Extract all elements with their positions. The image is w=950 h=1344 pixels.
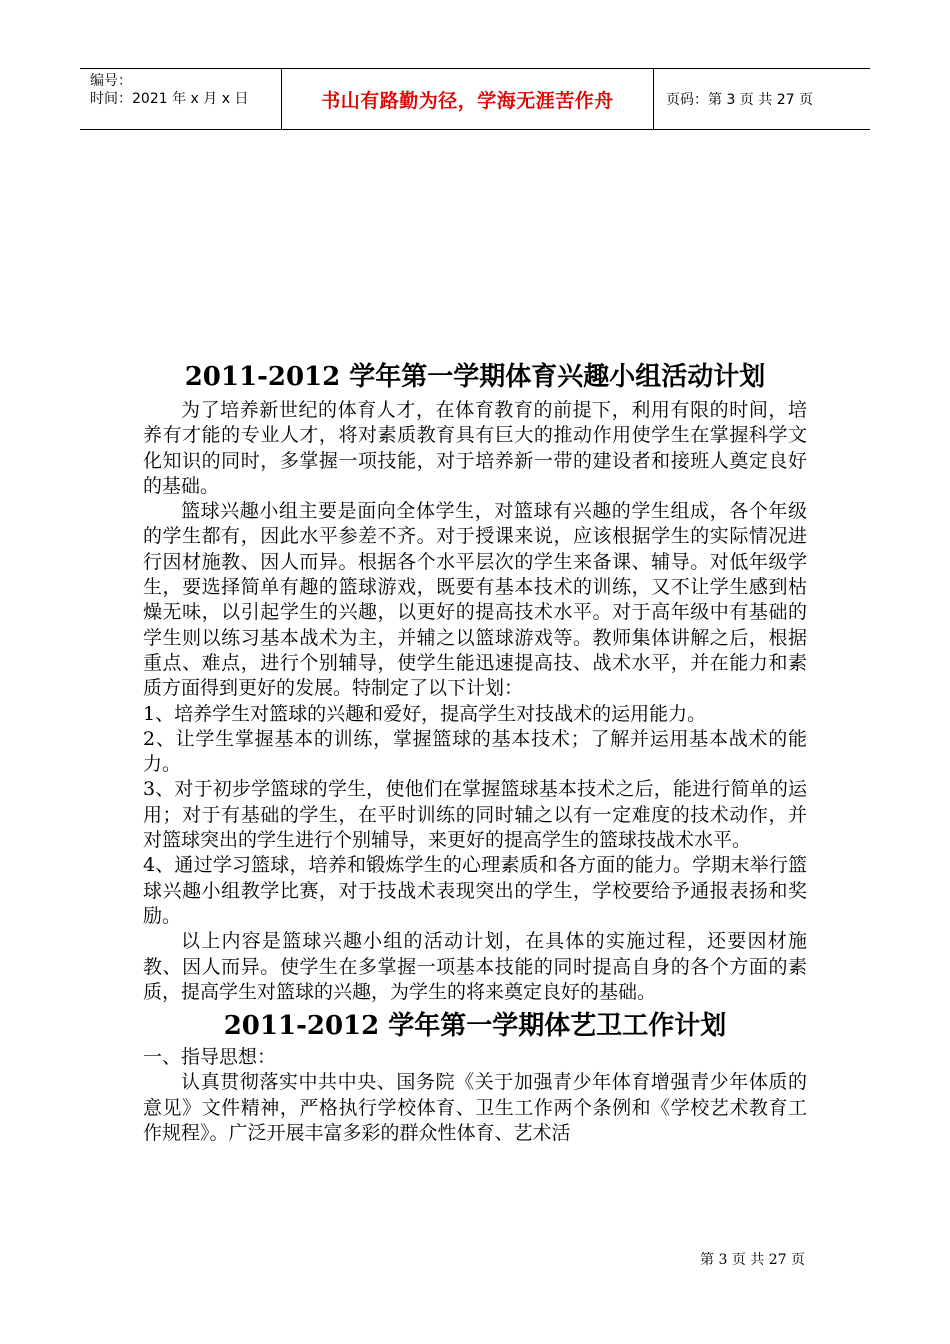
document-body <box>143 360 807 1146</box>
page-footer: 第 3 页 共 27 页 <box>700 1252 805 1268</box>
plan-item-2: 2、让学生掌握基本的训练，掌握篮球的基本技术；了解并运用基本战术的能力。 <box>143 727 807 776</box>
paragraph-intro: 为了培养新世纪的体育人才，在体育教育的前提下，利用有限的时间，培养有才能的专业人才，将对素质教育具有巨大的推动作用使学生在掌握科学文化知识的同时，多掌握一项技能，对于培养新一带的建设者和接班人奠定良好的基础。 <box>143 399 807 497</box>
doc-title-1: 2011-2012 学年第一学期体育兴趣小组活动计划 <box>184 362 766 392</box>
paragraph-guiding: 认真贯彻落实中共中央、国务院《关于加强青少年体育增强青少年体质的意见》文件精神，严格执行学校体育、卫生工作两个条例和《学校艺术教育工作规程》。广泛开展丰富多彩的群众性体育、艺术活 <box>143 1071 807 1145</box>
plan-item-3: 3、对于初步学篮球的学生，使他们在掌握篮球基本技术之后，能进行简单的运用；对于有基础的学生，在平时训练的同时辅之以有一定难度的技术动作，并对篮球突出的学生进行个别辅导，来更好的提高学生的篮球技战术水平。 <box>143 778 807 852</box>
doc-number-label: 编号： <box>90 73 132 89</box>
page-header <box>80 68 870 130</box>
plan-item-1: 1、培养学生对篮球的兴趣和爱好，提高学生对技战术的运用能力。 <box>143 702 707 725</box>
doc-title-2: 2011-2012 学年第一学期体艺卫工作计划 <box>223 1011 727 1042</box>
paragraph-summary: 以上内容是篮球兴趣小组的活动计划，在具体的实施过程，还要因材施教、因人而异。使学生在多掌握一项基本技能的同时提高自身的各个方面的素质，提高学生对篮球的兴趣，为学生的将来奠定良好的基础。 <box>143 930 807 1003</box>
paragraph-basketball-group: 篮球兴趣小组主要是面向全体学生，对篮球有兴趣的学生组成，各个年级的学生都有，因此水平参差不齐。对于授课来说，应该根据学生的实际情况进行因材施教、因人而异。根据各个水平层次的学生来备课、辅导。对低年级学生，要选择简单有趣的篮球游戏，既要有基本技术的训练，又不让学生感到枯燥无味，以引起学生的兴趣，以更好的提高技术水平。对于高年级中有基础的学生则以练习基本战术为主，并辅之以篮球游戏等。教师集体讲解之后，根据重点、难点，进行个别辅导，使学生能迅速提高技、战术水平，并在能力和素质方面得到更好的发展。特制定了以下计划： <box>143 500 807 700</box>
header-page-label: 页码：第 3 页 共 27 页 <box>666 92 813 108</box>
plan-item-4: 4、通过学习篮球，培养和锻炼学生的心理素质和各方面的能力。学期末举行篮球兴趣小组教学比赛，对于技战术表现突出的学生，学校要给予通报表扬和奖励。 <box>143 854 807 927</box>
header-motto: 书山有路勤为径，学海无涯苦作舟 <box>282 69 654 129</box>
section-heading-guiding: 一、指导思想： <box>143 1046 277 1069</box>
doc-date-label: 时间：2021 年 x 月 x 日 <box>90 91 249 107</box>
header-meta <box>80 69 282 129</box>
